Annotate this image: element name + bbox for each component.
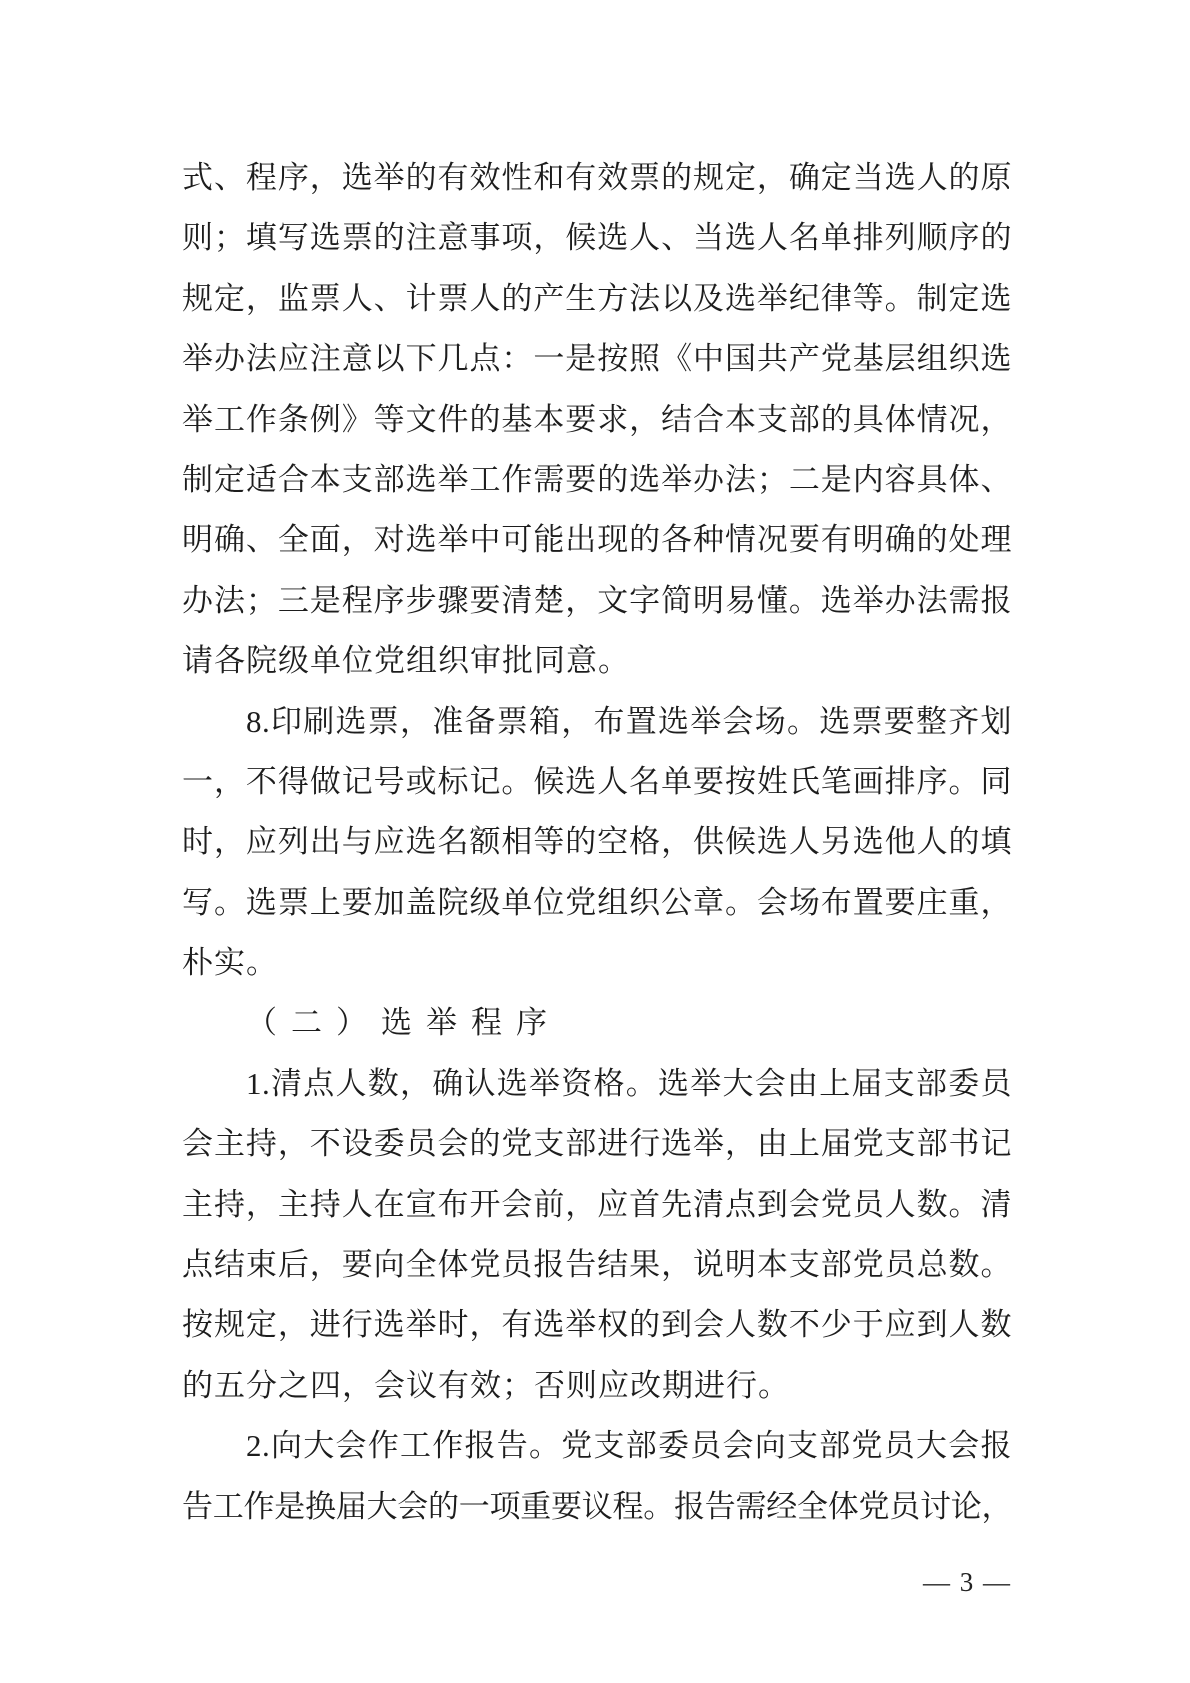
body-text-line: 时，应列出与应选名额相等的空格，供候选人另选他人的填 [182,824,1012,860]
body-text-line: 1.清点人数，确认选举资格。选举大会由上届支部委员 [246,1065,1012,1101]
body-text-line: 告工作是换届大会的一项重要议程。报告需经全体党员讨论， [182,1488,1012,1524]
body-text-line: 制定适合本支部选举工作需要的选举办法；二是内容具体、 [182,461,1012,497]
document-text-block [182,148,1012,1537]
body-text-line: 点结束后，要向全体党员报告结果，说明本支部党员总数。 [182,1247,1012,1283]
section-heading: （二）选举程序 [246,1005,561,1041]
body-text-line: 则；填写选票的注意事项，候选人、当选人名单排列顺序的 [182,220,1012,256]
body-text-line: 会主持，不设委员会的党支部进行选举，由上届党支部书记 [182,1126,1012,1162]
body-text-line: 主持，主持人在宣布开会前，应首先清点到会党员人数。清 [182,1186,1012,1222]
body-text-line: 8.印刷选票，准备票箱，布置选举会场。选票要整齐划 [246,703,1012,739]
body-text-line: 按规定，进行选举时，有选举权的到会人数不少于应到人数 [182,1307,1012,1343]
page-number: — 3 — [923,1567,1010,1597]
body-text-line: 明确、全面，对选举中可能出现的各种情况要有明确的处理 [182,522,1012,558]
body-text-line: 式、程序，选举的有效性和有效票的规定，确定当选人的原 [182,160,1012,195]
body-text-line: 一，不得做记号或标记。候选人名单要按姓氏笔画排序。同 [182,763,1012,799]
body-text-line: 2.向大会作工作报告。党支部委员会向支部党员大会报 [246,1428,1012,1464]
body-text-line: 写。选票上要加盖院级单位党组织公章。会场布置要庄重， [182,884,1012,920]
body-text-line: 举工作条例》等文件的基本要求，结合本支部的具体情况， [182,401,1012,437]
body-text-line: 规定，监票人、计票人的产生方法以及选举纪律等。制定选 [182,280,1012,316]
body-text-line: 举办法应注意以下几点：一是按照《中国共产党基层组织选 [182,341,1012,377]
body-text-line: 办法；三是程序步骤要清楚，文字简明易懂。选举办法需报 [182,582,1012,618]
body-text-line: 请各院级单位党组织审批同意。 [182,643,630,679]
body-text-line: 的五分之四，会议有效；否则应改期进行。 [182,1367,790,1403]
body-text-line: 朴实。 [182,945,278,981]
